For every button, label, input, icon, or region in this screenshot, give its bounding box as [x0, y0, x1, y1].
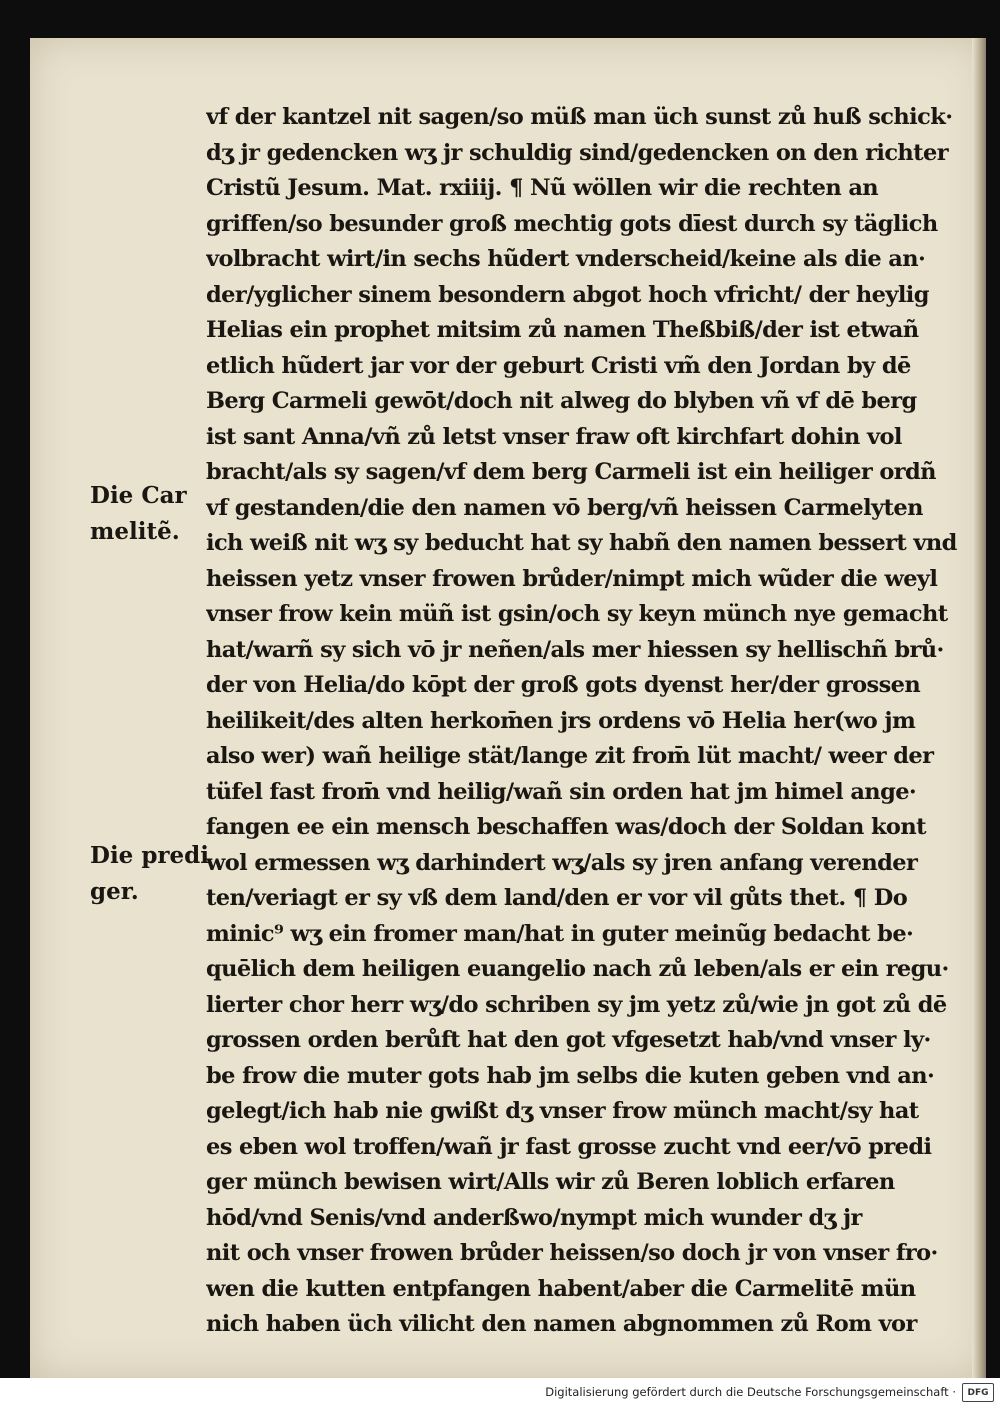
body-text	[206, 100, 966, 1343]
dfg-logo: DFG	[962, 1383, 994, 1402]
book-page	[30, 38, 986, 1378]
text-line: wol ermessen wʒ darhindert wʒ/als sy jren anfang verender	[206, 849, 918, 876]
text-line: tüfel fast from̄ vnd heilig/wañ sin orden hat jm himel ange·	[206, 778, 917, 805]
text-line: es eben wol troffen/wañ jr fast grosse zucht vnd eer/vō predi	[206, 1133, 932, 1160]
page-gutter-shadow	[972, 38, 986, 1378]
text-line: hat/warñ sy sich vō jr neñen/als mer hiessen sy hellischñ brů·	[206, 636, 944, 663]
marginal-note-predigers: Die predi ger.	[90, 842, 209, 905]
text-line: vf gestanden/die den namen vō berg/vñ heissen Carmelyten	[206, 494, 923, 521]
text-line: Cristũ Jesum. Mat. rxiiij. ¶ Nũ wöllen wir die rechten an	[206, 175, 879, 201]
text-line: fangen ee ein mensch beschaffen was/doch der Soldan kont	[206, 814, 926, 840]
text-line: nich haben üch vilicht den namen abgnommen zů Rom vor	[206, 1311, 917, 1337]
text-line: gelegt/ich hab nie gwißt dʒ vnser frow münch macht/sy hat	[206, 1098, 919, 1124]
text-line: ist sant Anna/vñ zů letst vnser fraw oft kirchfart dohin vol	[206, 423, 902, 450]
text-line: lierter chor herr wʒ/do schriben sy jm yetz zů/wie jn got zů dē	[206, 991, 947, 1018]
footer-credit: Digitalisierung gefördert durch die Deutsche Forschungsgemeinschaft ·	[545, 1385, 956, 1399]
text-line: wen die kutten entpfangen habent/aber die Carmelitē mün	[206, 1275, 916, 1302]
text-line: vf der kantzel nit sagen/so müß man üch sunst zů huß schick·	[206, 104, 953, 130]
text-line: griffen/so besunder groß mechtig gots dīest durch sy täglich	[206, 210, 938, 237]
text-line: also wer) wañ heilige stät/lange zit from̄ lüt macht/ weer der	[206, 743, 934, 769]
text-line: heissen yetz vnser frowen brůder/nimpt mich wũder die weyl	[206, 565, 938, 592]
text-line: dʒ jr gedencken wʒ jr schuldig sind/gedencken on den richter	[206, 139, 948, 166]
text-line: bracht/als sy sagen/vf dem berg Carmeli ist ein heiliger ordñ	[206, 459, 936, 485]
marginal-note-carmelites: Die Car melitẽ.	[90, 482, 187, 545]
text-line: be frow die muter gots hab jm selbs die kuten geben vnd an·	[206, 1062, 935, 1089]
text-line: ten/veriagt er sy vß dem land/den er vor vil gůts thet. ¶ Do	[206, 885, 908, 911]
footer-bar	[0, 1378, 1000, 1409]
text-line: nit och vnser frowen brůder heissen/so doch jr von vnser fro·	[206, 1240, 938, 1266]
text-line: minic⁹ wʒ ein fromer man/hat in guter meinũg bedacht be·	[206, 920, 914, 947]
text-line: Berg Carmeli gewōt/doch nit alweg do blyben vñ vf dē berg	[206, 388, 917, 414]
text-line: vnser frow kein müñ ist gsin/och sy keyn münch nye gemacht	[206, 601, 948, 627]
text-line: grossen orden berůft hat den got vfgesetzt hab/vnd vnser ly·	[206, 1027, 931, 1053]
text-line: quēlich dem heiligen euangelio nach zů leben/als er ein regu·	[206, 956, 949, 982]
text-line: der/yglicher sinem besondern abgot hoch vfricht/ der heylig	[206, 281, 929, 308]
text-line: hōd/vnd Senis/vnd anderßwo/nympt mich wunder dʒ jr	[206, 1204, 862, 1231]
text-line: volbracht wirt/in sechs hũdert vnderscheid/keine als die an·	[206, 246, 926, 272]
text-line: der von Helia/do kōpt der groß gots dyenst her/der grossen	[206, 672, 921, 698]
text-line: Helias ein prophet mitsim zů namen Theßbiß/der ist etwañ	[206, 317, 919, 343]
text-line: ger münch bewisen wirt/Alls wir zů Beren loblich erfaren	[206, 1169, 895, 1195]
text-line: heilikeit/des alten herkom̄en jrs ordens vō Helia her(wo jm	[206, 707, 916, 734]
text-line: etlich hũdert jar vor der geburt Cristi vm̃ den Jordan by dē	[206, 352, 911, 379]
text-line: ich weiß nit wʒ sy beducht hat sy habñ den namen bessert vnd	[206, 530, 957, 556]
